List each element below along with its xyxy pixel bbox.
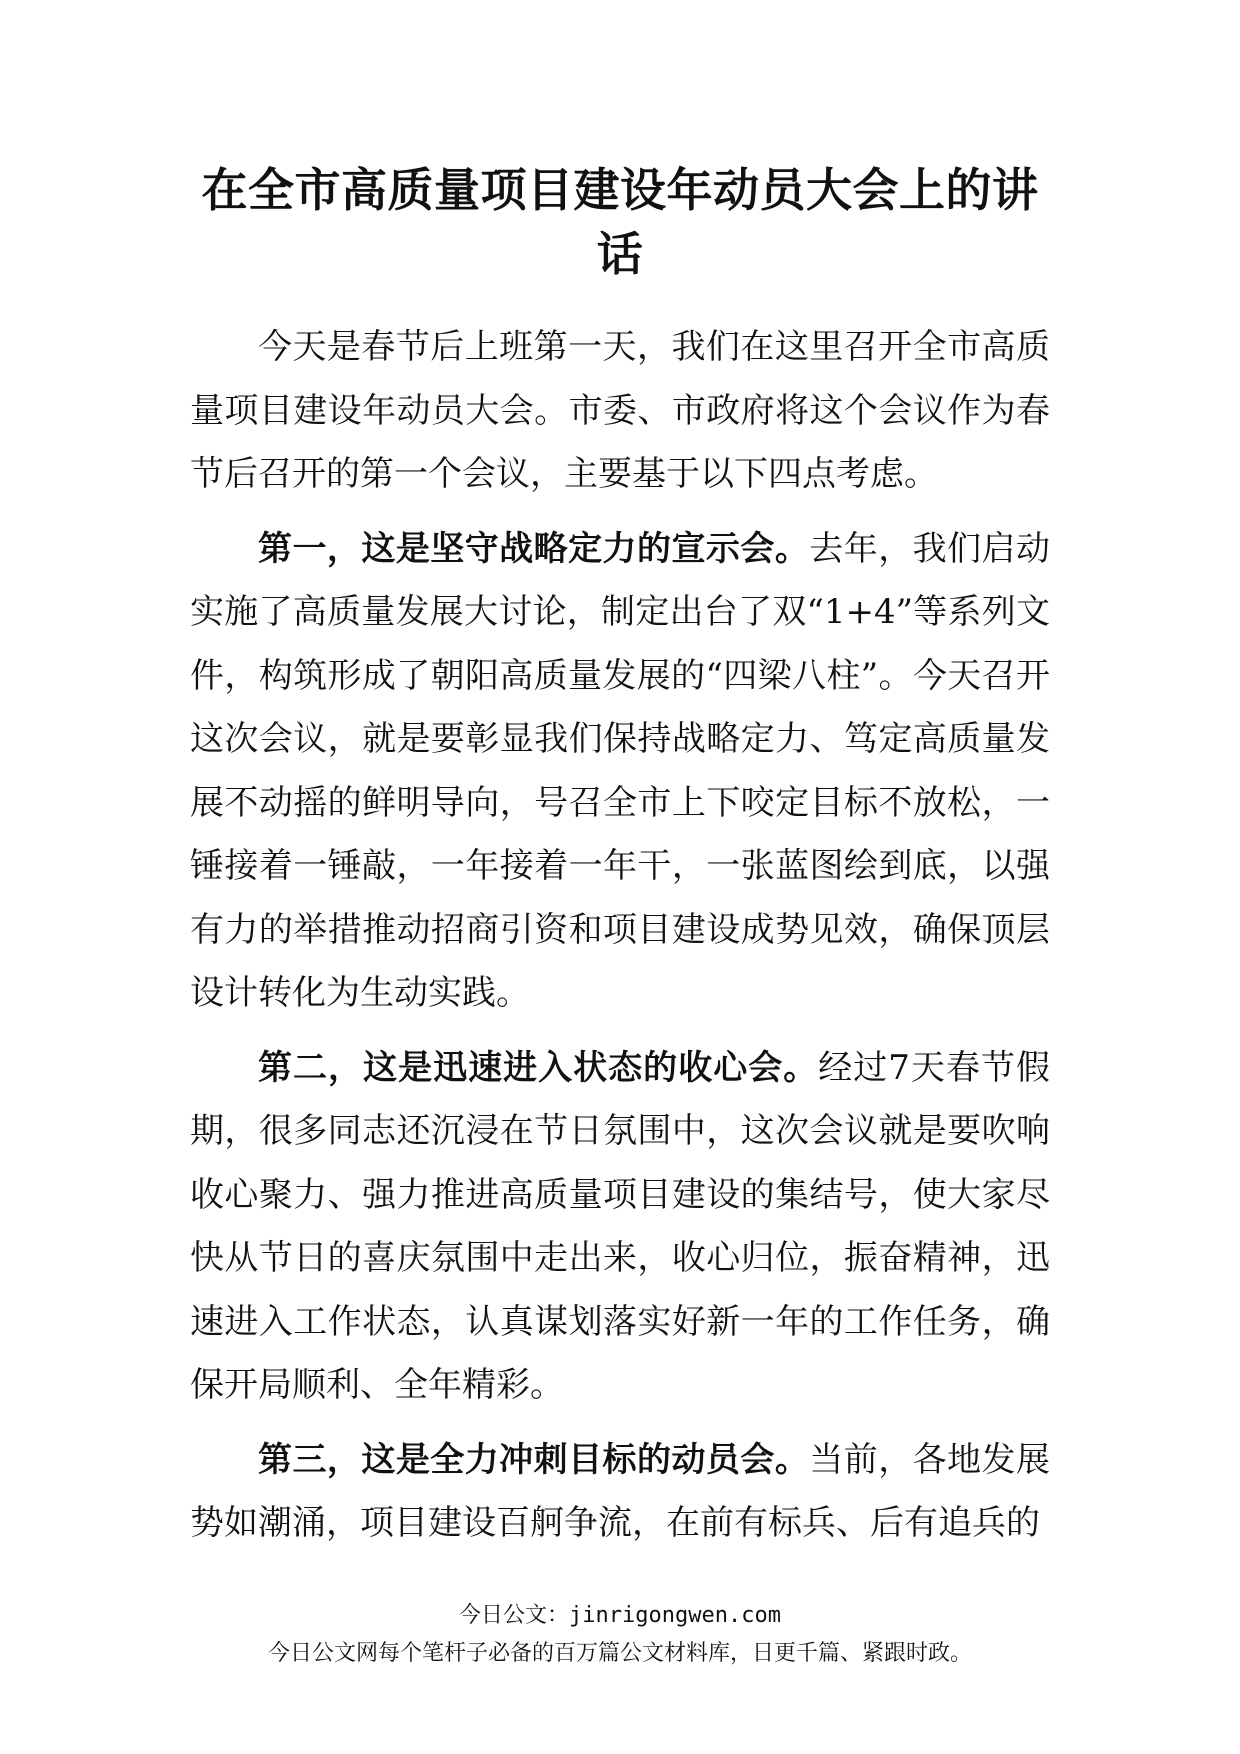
paragraph-text: 今天是春节后上班第一天，我们在这里召开全市高质量项目建设年动员大会。市委、市政府将这个会议作为春节后召开的第一个会议，主要基于以下四点考虑。: [190, 327, 1050, 494]
paragraph-lead: 第一，这是坚守战略定力的宣示会。: [258, 528, 810, 569]
paragraph-first-point: [190, 518, 1050, 1026]
paragraph-text: 去年，我们启动实施了高质量发展大讨论，制定出台了双“1+4”等系列文件，构筑形成了朝阳高质量发展的“四梁八柱”。今天召开这次会议，就是要彰显我们保持战略定力、笃定高质量发展不动摇的鲜明导向，号召全市上下咬定目标不放松，一锤接着一锤敲，一年接着一年干，一张蓝图绘到底，以强有力的举措推动招商引资和项目建设成势见效，确保顶层设计转化为生动实践。: [190, 528, 1051, 1013]
paragraph-lead: 第二，这是迅速进入状态的收心会。: [258, 1047, 819, 1088]
paragraph-lead: 第三，这是全力冲刺目标的动员会。: [258, 1439, 810, 1480]
paragraph-third-point: [190, 1429, 1050, 1556]
paragraph-second-point: [190, 1037, 1050, 1418]
document-body: [190, 316, 1050, 1567]
document-title: 在全市高质量项目建设年动员大会上的讲话: [201, 163, 1039, 281]
paragraph-text: 经过7天春节假期，很多同志还沉浸在节日氛围中，这次会议就是要吹响收心聚力、强力推进高质量项目建设的集结号，使大家尽快从节日的喜庆氛围中走出来，收心归位，振奋精神，迅速进入工作状态，认真谋划落实好新一年的工作任务，确保开局顺利、全年精彩。: [190, 1047, 1050, 1405]
footer-site-url[interactable]: jinrigongwen.com: [569, 1603, 781, 1628]
footer-site-label: 今日公文：: [459, 1603, 570, 1628]
footer-tagline: 今日公文网每个笔杆子必备的百万篇公文材料库，日更千篇、紧跟时政。: [267, 1641, 972, 1666]
footer-site: [0, 1598, 1240, 1629]
paragraph-text: 当前，各地发展势如潮涌，项目建设百舸争流，在前有标兵、后有追兵的: [190, 1439, 1051, 1543]
paragraph-intro: [190, 316, 1050, 507]
